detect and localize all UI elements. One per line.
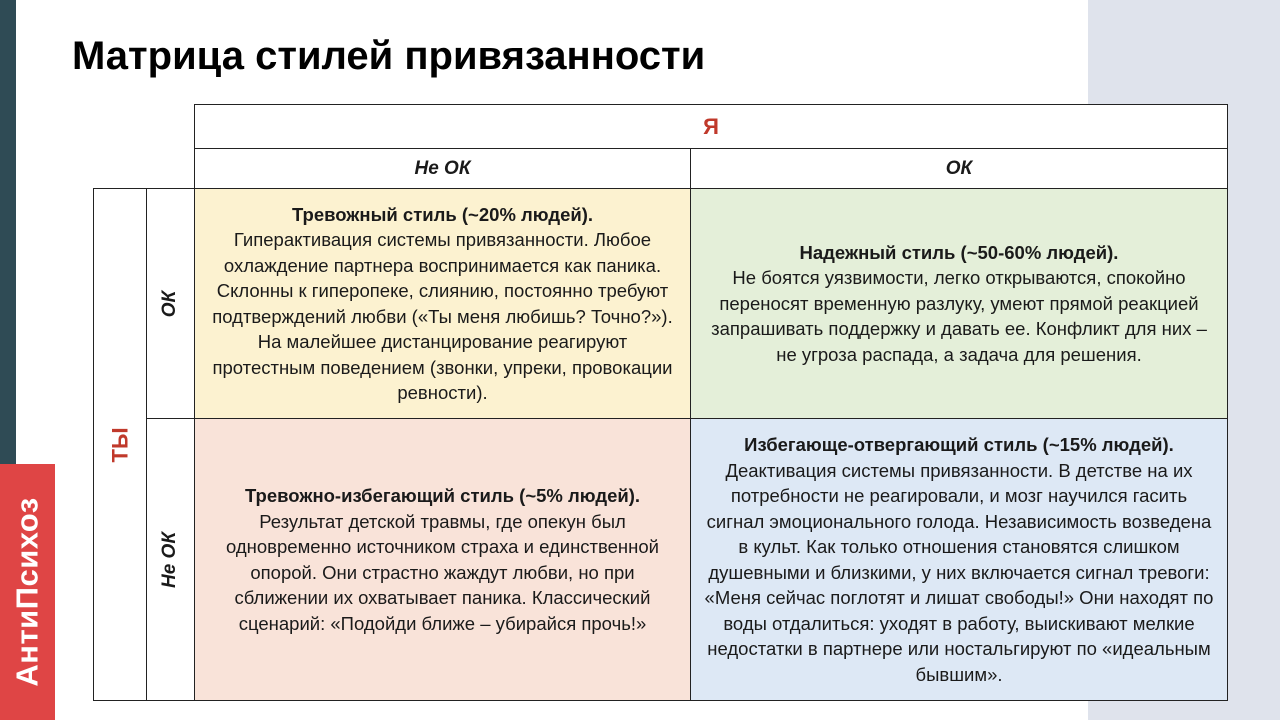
header-other-label: ТЫ (106, 427, 132, 462)
quadrant-title: Тревожно-избегающий стиль (~5% людей). (244, 485, 641, 506)
column-header-not-ok (194, 148, 691, 189)
quadrant-text: Не боятся уязвимости, легко открываются, спокойно переносят временную разлуку, умеют прямой реакцией запрашивать поддержку и давать ее. Конфликт для них – не угроза распада, а задача для решения. (711, 267, 1207, 365)
column-header-label: Не ОК (414, 157, 471, 179)
slide-title: Матрица стилей привязанности (72, 34, 706, 78)
quadrant-secure (690, 188, 1228, 419)
left-accent-bar (0, 0, 16, 464)
quadrant-fearful-avoidant (194, 418, 691, 701)
column-header-ok (690, 148, 1228, 189)
quadrant-dismissive-avoidant (690, 418, 1228, 701)
quadrant-title: Надежный стиль (~50-60% людей). (799, 241, 1119, 263)
row-header-not-ok (146, 418, 195, 701)
quadrant-text: Результат детской травмы, где опекун был одновременно источником страха и единственной опорой. Они страстно жаждут любви, но при сближении их охватывает паника. Классический сценарий: «Подойди ближе – убирайся прочь!» (226, 510, 659, 634)
quadrant-text: Деактивация системы привязанности. В детстве на их потребности не реагировали, и мозг научился гасить сигнал эмоционального голода. Независимость возведена в культ. Как только отношения становятся слишком душевными и близкими, у них включается сигнал тревоги: «Меня сейчас поглотят и лишат свободы!» Они находят по воды отдалиться: уходят в работу, выискивают мелкие недостатки в партнере или ностальгируют по «идеальным бывшим». (704, 459, 1214, 685)
quadrant-title: Тревожный стиль (~20% людей). (291, 203, 594, 225)
column-header-label: ОК (945, 157, 973, 179)
header-self-label: Я (703, 113, 719, 139)
quadrant-title: Избегающе-отвергающий стиль (~15% людей). (744, 434, 1174, 455)
quadrant-anxious (194, 188, 691, 419)
brand-logo-box (0, 464, 55, 720)
header-self (194, 104, 1228, 149)
brand-logo-text: АнтиПсихоз (9, 497, 45, 687)
header-other (93, 188, 147, 701)
row-header-label: ОК (159, 290, 181, 317)
row-header-ok (146, 188, 195, 419)
quadrant-text: Гиперактивация системы привязанности. Любое охлаждение партнера воспринимается как паника. Склонны к гиперопеке, слиянию, постоянно требуют подтверждений любви («Ты меня любишь? Точно?»). На малейшее дистанцирование реагируют протестным поведением (звонки, упреки, провокации ревности). (212, 229, 673, 403)
row-header-label: Не ОК (159, 531, 181, 588)
